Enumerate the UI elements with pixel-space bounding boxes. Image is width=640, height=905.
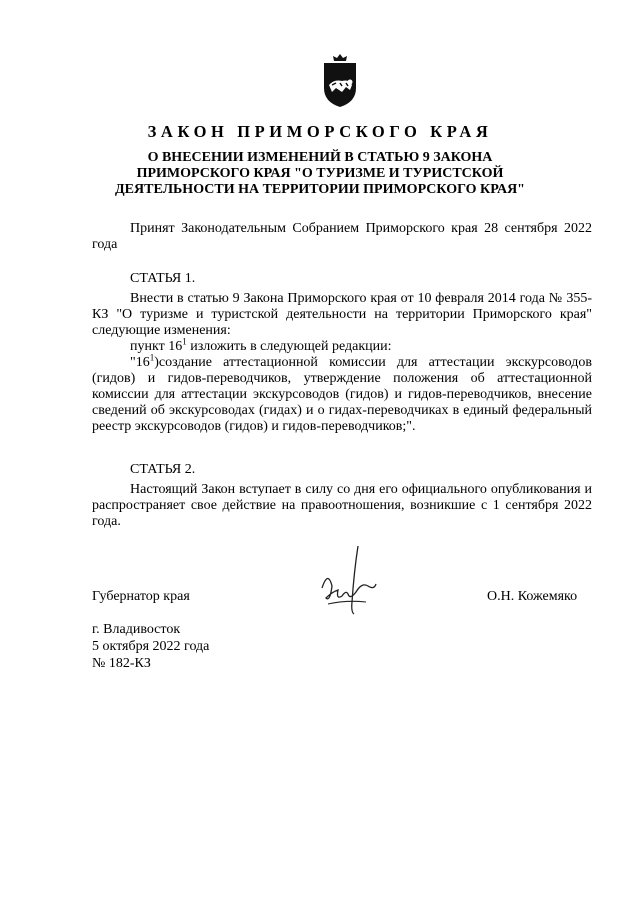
- signatory-name: О.Н. Кожемяко: [487, 589, 578, 604]
- article-1-text: Внести в статью 9 Закона Приморского края от 10 февраля 2014 года № 355-КЗ "О туризме и туристской деятельности на территории Приморского края" следующие изменения:: [92, 291, 592, 338]
- adoption-note: Принят Законодательным Собранием Приморского края 28 сентября 2022 года: [92, 221, 592, 252]
- footer-city: г. Владивосток: [92, 622, 181, 637]
- signatory-position: Губернатор края: [92, 589, 190, 604]
- article-1-item-intro: пункт $16^1$ изложить в следующей редакции:: [130, 336, 392, 354]
- footer-number: № 182-КЗ: [92, 656, 151, 671]
- article-1-heading: СТАТЬЯ 1.: [130, 271, 196, 286]
- article-1-quote: "$16^1)создание$ аттестационной комиссии для аттестации экскурсоводов (гидов) и гидов-переводчиков, утверждение положения об аттестационной комиссии для аттестации экскурсоводов (гидов) и гидов-переводчиков, внесение сведений об экскурсоводах (гидах) и о гидах-переводчиках в единый федеральный реестр экскурсоводов (гидов) и гидов-переводчиков;".: [92, 352, 592, 434]
- document-subtitle: [100, 150, 540, 198]
- document-title: ЗАКОН ПРИМОРСКОГО КРАЯ: [147, 122, 493, 141]
- article-2-heading: СТАТЬЯ 2.: [130, 462, 196, 477]
- coat-of-arms-icon: [320, 52, 360, 108]
- article-2-text: Настоящий Закон вступает в силу со дня его официального опубликования и распространяет свое действие на правоотношения, возникшие с 1 сентября 2022 года.: [92, 482, 592, 529]
- subtitle-line: ПРИМОРСКОГО КРАЯ "О ТУРИЗМЕ И ТУРИСТСКОЙ: [136, 166, 504, 181]
- subtitle-line: ДЕЯТЕЛЬНОСТИ НА ТЕРРИТОРИИ ПРИМОРСКОГО КРАЯ": [115, 182, 525, 197]
- handwritten-signature-image: [318, 542, 380, 620]
- subtitle-line: О ВНЕСЕНИИ ИЗМЕНЕНИЙ В СТАТЬЮ 9 ЗАКОНА: [147, 150, 493, 165]
- footer-date: 5 октября 2022 года: [92, 639, 210, 654]
